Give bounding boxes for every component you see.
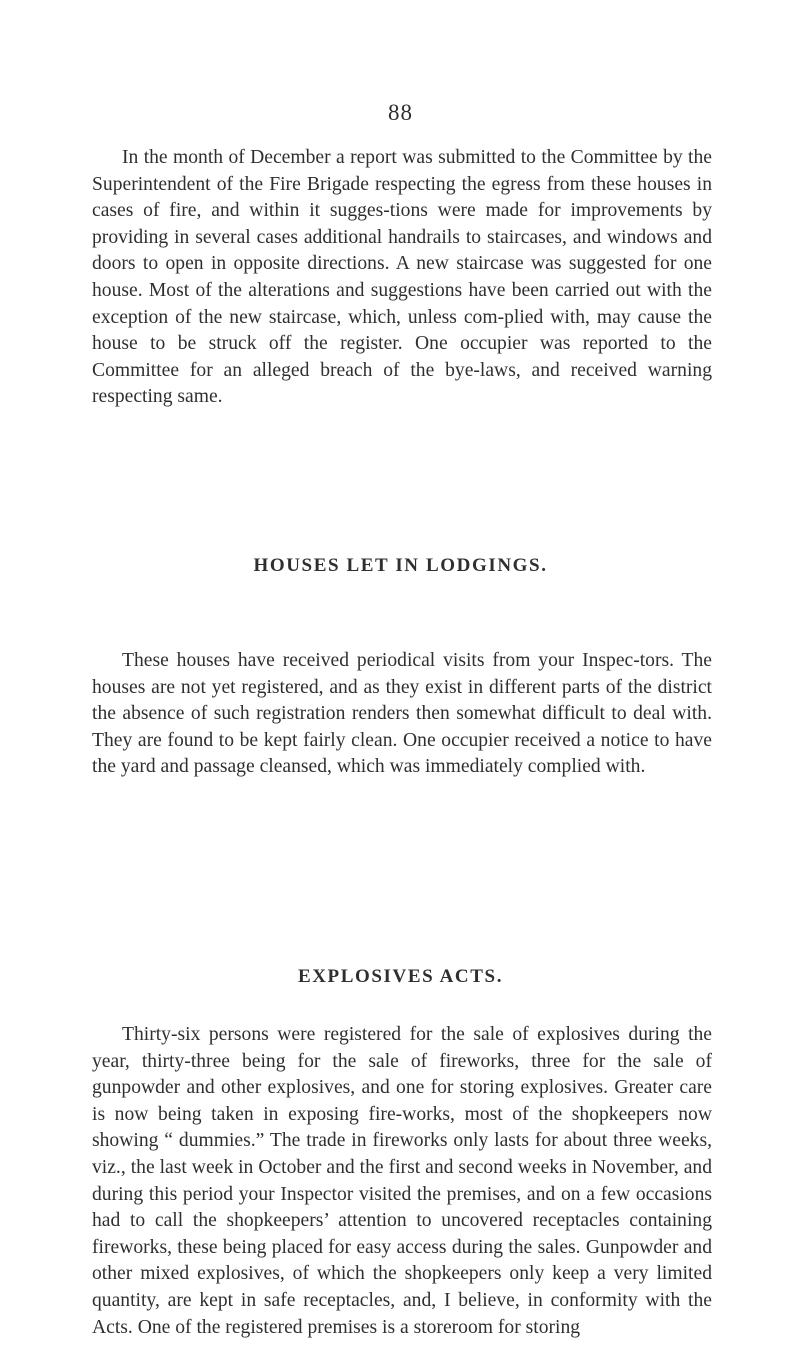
paragraph-fire-egress: In the month of December a report was submitted to the Committee by the Superintendent of the Fire Brigade respecting the egress from these houses in cases of fire, and within it sugges-tions were made for improvements by providing in several cases additional handrails to staircases, and windows and doors to open in opposite directions. A new staircase was suggested for one house. Most of the alterations and suggestions have been carried out with the exception of the new staircase, which, unless com-plied with, may cause the house to be struck off the register. One occupier was reported to the Committee for an alleged breach of the bye-laws, and received warning respecting same. — [92, 147, 712, 408]
paragraph-explosives: Thirty-six persons were registered for the sale of explosives during the year, thirty-three being for the sale of fireworks, three for the sale of gunpowder and other explosives, and one for storing explosives. Greater care is now being taken in exposing fire-works, most of the shopkeepers now showing “ dummies.” The trade in fireworks only lasts for about three weeks, viz., the last week in October and the first and second weeks in November, and during this period your Inspector visited the premises, and on a few occasions had to call the shopkeepers’ attention to uncovered receptacles containing fireworks, these being placed for easy access during the sales. Gunpowder and other mixed explosives, of which the shopkeepers only keep a very limited quantity, are kept in safe receptacles, and, I believe, in conformity with the Acts. One of the registered premises is a storeroom for storing — [92, 1024, 712, 1338]
heading-houses-let-in-lodgings: HOUSES LET IN LODGINGS. — [253, 555, 548, 576]
page-number: 88 — [388, 100, 413, 125]
heading-explosives-acts: EXPLOSIVES ACTS. — [297, 966, 504, 987]
paragraph-lodgings: These houses have received periodical visits from your Inspec-tors. The houses are not yet registered, and as they exist in different parts of the district the absence of such registration renders then somewhat difficult to deal with. They are found to be kept fairly clean. One occupier received a notice to have the yard and passage cleansed, which was immediately complied with. — [92, 650, 712, 778]
